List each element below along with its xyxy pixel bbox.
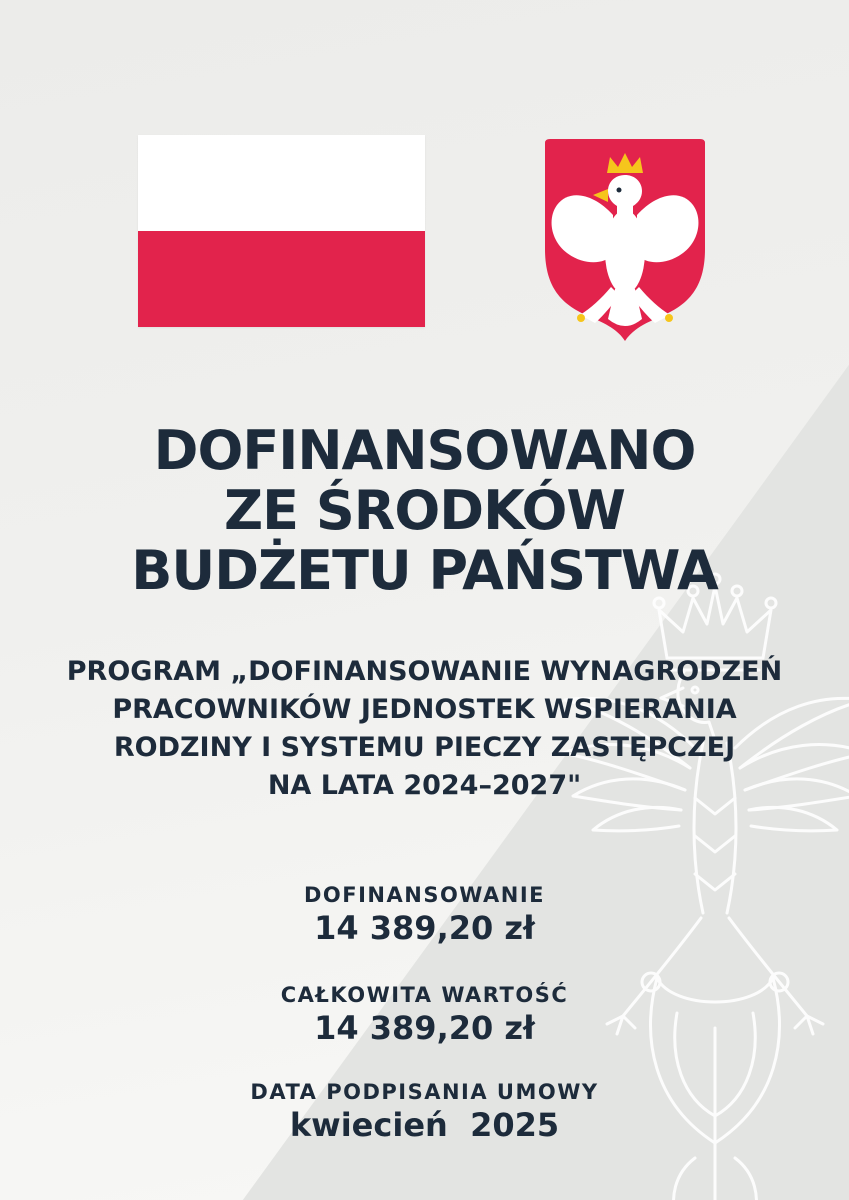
funding-block xyxy=(0,883,849,947)
signing-date-value: kwiecień 2025 xyxy=(289,1106,560,1144)
signing-date-label: DATA PODPISANIA UMOWY xyxy=(250,1080,599,1104)
flag-white-stripe xyxy=(138,135,425,231)
program-line-3: RODZINY I SYSTEMU PIECZY ZASTĘPCZEJ xyxy=(113,732,736,763)
total-value-amount: 14 389,20 zł xyxy=(314,1009,535,1047)
funding-amount: 14 389,20 zł xyxy=(314,909,535,947)
signing-date-block xyxy=(0,1080,849,1144)
main-title-line-2: ZE ŚRODKÓW xyxy=(224,479,625,542)
program-line-4: NA LATA 2024–2027" xyxy=(267,770,582,801)
funding-label: DOFINANSOWANIE xyxy=(303,883,546,907)
flag-red-stripe xyxy=(138,231,425,327)
main-title-line-1: DOFINANSOWANO xyxy=(153,419,696,482)
program-line-2: PRACOWNIKÓW JEDNOSTEK WSPIERANIA xyxy=(112,694,737,725)
poland-coat-of-arms-icon xyxy=(535,137,715,343)
main-title-line-3: BUDŻETU PAŃSTWA xyxy=(131,539,718,602)
program-line-1: PROGRAM „DOFINANSOWANIE WYNAGRODZEŃ xyxy=(66,656,783,687)
program-description xyxy=(0,653,849,805)
total-value-label: CAŁKOWITA WARTOŚĆ xyxy=(280,983,569,1007)
total-value-block xyxy=(0,983,849,1047)
poland-flag-icon xyxy=(138,135,425,327)
main-title xyxy=(0,421,849,601)
